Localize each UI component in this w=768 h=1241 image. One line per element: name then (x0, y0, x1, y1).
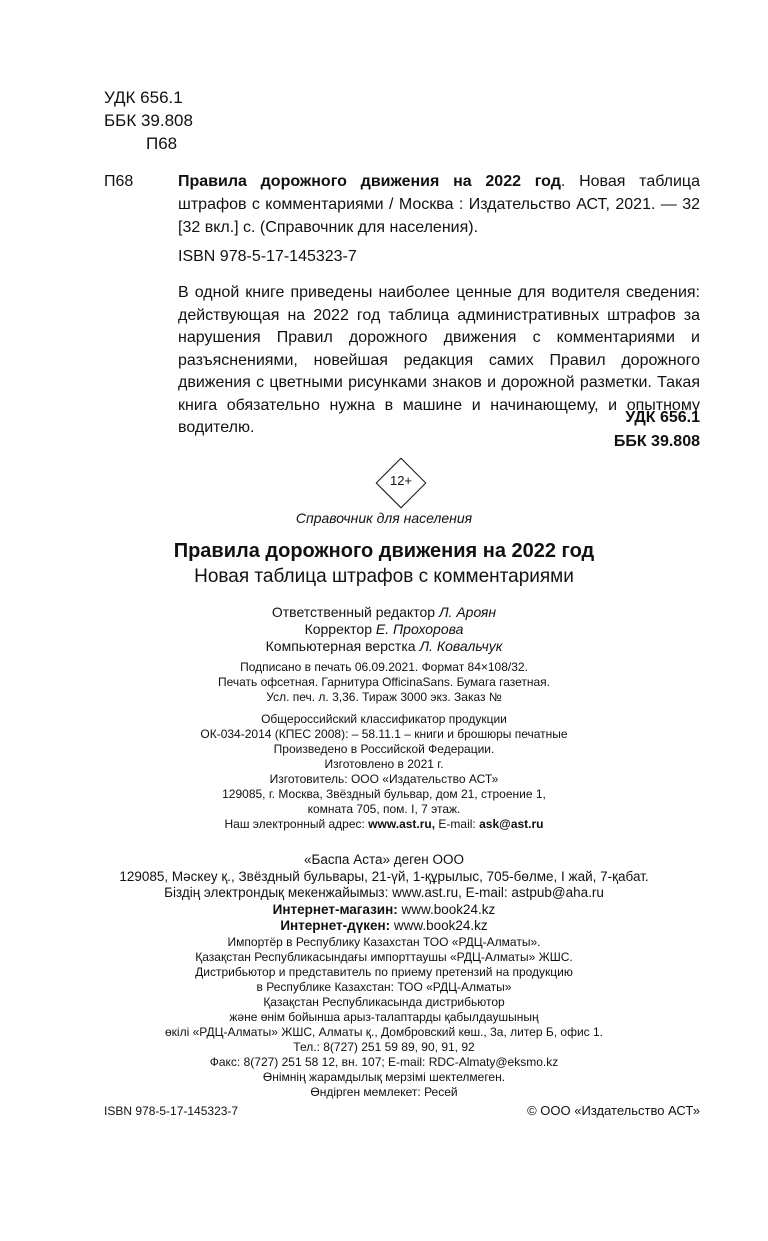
series-name: Справочник для населения (295, 510, 473, 526)
classification-right (614, 406, 700, 454)
kz-small-line: Тел.: 8(727) 251 59 89, 90, 91, 92 (293, 1039, 475, 1054)
publisher-line: комната 705, пом. I, 7 этаж. (307, 802, 461, 816)
udk-code: УДК 656.1 (104, 88, 183, 107)
kz-line: 129085, Мәскеу қ., Звёздный бульвары, 21-үй, 1-құрылыс, 705-бөлме, I жай, 7-қабат. (119, 868, 649, 884)
kz-line: «Баспа Аста» деген ООО (304, 852, 464, 867)
book-title: Правила дорожного движения на 2022 год (173, 540, 595, 562)
copyright: © ООО «Издательство АСТ» (527, 1103, 700, 1118)
email-link: ask@ast.ru (479, 817, 544, 831)
kz-small-line: Қазақстан Республикасында дистрибьютор (263, 994, 505, 1009)
footer-isbn: ISBN 978-5-17-145323-7 (104, 1104, 239, 1118)
shop-line (0, 918, 768, 935)
isbn-line: ISBN 978-5-17-145323-7 (178, 248, 357, 265)
udk-right: УДК 656.1 (625, 409, 700, 426)
credit-role: Ответственный редактор (271, 604, 436, 620)
print-info-line: Печать офсетная. Гарнитура OfficinaSans. Бумага газетная. (217, 675, 551, 689)
author-mark: П68 (146, 134, 178, 153)
publisher-line: Общероссийский классификатор продукции (261, 712, 507, 726)
email-mid: E-mail: (435, 817, 480, 831)
annotation: В одной книге приведены наиболее ценные для водителя сведения: действующая на 2022 год таблица административных штрафов за нарушения Правил дорожного движения с комментариями и разъяснениями, новейшая редакция самих Правил дорожного движения с цветными рисунками знаков и дорожной разметки. Такая книга обязательно нужна в машине и начинающему, и опытному водителю. (178, 284, 700, 436)
shop-label: Интернет-дүкен: (280, 918, 391, 933)
credit-line (0, 621, 768, 638)
credit-role: Компьютерная верстка (265, 638, 416, 654)
kz-small-line: Дистрибьютор и представитель по приему претензий на продукцию (195, 964, 573, 979)
shop-url: www.book24.kz (390, 918, 488, 933)
shop-url: www.book24.kz (397, 901, 496, 917)
email-line (0, 817, 768, 832)
bib-rest: . Новая таблица штрафов с комментариями / Москва : Издательство АСТ, 2021. — 32 [32 вкл.] с. (Справочник для населения). (178, 173, 700, 236)
kz-small-line: в Республике Казахстан: ТОО «РДЦ-Алматы» (256, 979, 512, 994)
kz-small-line: Факс: 8(727) 251 58 12, вн. 107; E-mail: RDC-Almaty@eksmo.kz (209, 1054, 559, 1069)
print-info-line: Усл. печ. л. 3,36. Тираж 3000 экз. Заказ № (266, 690, 502, 704)
shop-line (0, 902, 768, 919)
credit-name: Л. Ковальчук (419, 638, 503, 654)
credit-line (0, 604, 768, 621)
age-rating-badge (376, 458, 426, 508)
credit-name: Е. Прохорова (375, 621, 464, 637)
shop-label: Интернет-магазин: (272, 901, 398, 917)
credit-name: Л. Ароян (438, 604, 497, 620)
site-link: www.ast.ru, (368, 817, 436, 831)
kz-small-line: Қазақстан Республикасындағы импорттаушы «РДЦ-Алматы» ЖШС. (195, 949, 573, 964)
bbk-right: ББК 39.808 (613, 433, 700, 450)
credit-role: Корректор (304, 621, 372, 637)
credit-line (0, 638, 768, 655)
bibliographic-record (104, 170, 700, 239)
print-info (0, 660, 768, 705)
kz-small-line: Импортёр в Республику Казахстан ТОО «РДЦ-Алматы». (227, 934, 541, 949)
kz-small-block (0, 935, 768, 1100)
age-rating-text: 12+ (389, 473, 413, 488)
bib-title: Правила дорожного движения на 2022 год (178, 173, 561, 190)
publisher-info (0, 712, 768, 832)
classification-codes (104, 86, 193, 155)
kz-small-line: және өнім бойынша арыз-талаптарды қабылдаушының (229, 1009, 539, 1024)
bib-text (178, 170, 700, 239)
publisher-line: Изготовитель: ООО «Издательство АСТ» (269, 772, 499, 786)
publisher-line: Изготовлено в 2021 г. (324, 757, 444, 771)
kz-line: Біздің электрондық мекенжайымыз: www.ast.ru, E-mail: astpub@aha.ru (164, 885, 604, 900)
kz-small-line: Өнімнің жарамдылық мерзімі шектелмеген. (262, 1069, 506, 1084)
publisher-line: ОК-034-2014 (КПЕС 2008): – 58.11.1 – книги и брошюры печатные (200, 727, 568, 741)
bbk-code: ББК 39.808 (104, 111, 193, 130)
kz-small-line: Өндірген мемлекет: Ресей (310, 1084, 458, 1099)
kz-info (0, 852, 768, 1100)
bib-code: П68 (104, 173, 134, 190)
publisher-line: Произведено в Российской Федерации. (273, 742, 495, 756)
print-info-line: Подписано в печать 06.09.2021. Формат 84×108/32. (240, 660, 528, 674)
kz-small-line: өкілі «РДЦ-Алматы» ЖШС, Алматы қ., Домбровский көш., 3а, литер Б, офис 1. (165, 1024, 603, 1039)
email-prefix: Наш электронный адрес: (224, 817, 369, 831)
publisher-line: 129085, г. Москва, Звёздный бульвар, дом 21, строение 1, (222, 787, 546, 801)
book-subtitle: Новая таблица штрафов с комментариями (194, 566, 574, 587)
credits (0, 604, 768, 655)
